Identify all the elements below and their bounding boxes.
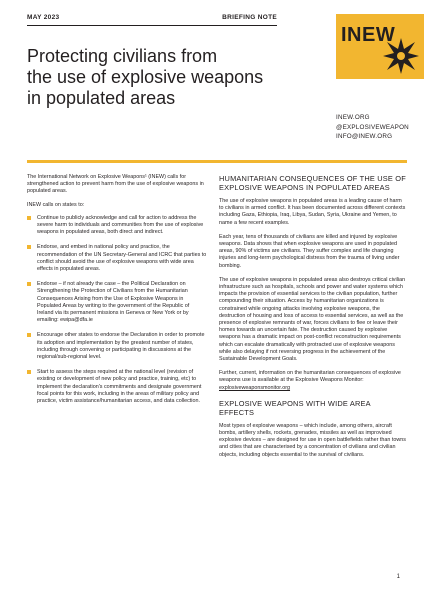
- bullet-icon: [27, 216, 31, 220]
- body-paragraph: [219, 370, 406, 392]
- inew-logo: [336, 14, 424, 79]
- title-line: the use of explosive weapons: [27, 67, 264, 87]
- list-item-text: Encourage other states to endorse the Declaration in order to promote its adoption and implementation by the greatest number of states, including through convening or participating in discussions at the regional/sub-regional level.: [37, 332, 205, 361]
- page-title: [27, 46, 307, 109]
- logo-text: INEW: [341, 24, 396, 46]
- bullet-icon: [27, 370, 31, 374]
- list-item: [27, 215, 207, 237]
- page-number: 1: [396, 574, 400, 580]
- title-line: in populated areas: [27, 88, 176, 108]
- email-link[interactable]: INFO@INEW.ORG: [336, 133, 393, 140]
- list-item-text: Endorse – if not already the case – the Political Declaration on Strengthening the Protection of Civilians from the Humanitarian Consequences Arising from the Use of Explosive Weapons in Populated Areas by writing to the government of the Republic of Ireland via its permanent missions in Geneva or New York or by emailing: ewipa@dfa.ie: [37, 281, 190, 324]
- list-item: [27, 332, 207, 361]
- header-divider: [27, 25, 277, 26]
- section-heading-wide-area: EXPLOSIVE WEAPONS WITH WIDE AREA EFFECTS: [219, 398, 371, 417]
- body-paragraph: Most types of explosive weapons – which include, among others, aircraft bombs, artillery shells, rockets, grenades, missiles as well as improvised explosive devices – are designed for use in open battlefields rather than towns and cities that are characterised by a concentration of civilians and civilian objects, including objects essential to the survival of civilians.: [219, 422, 406, 458]
- document-type: BRIEFING NOTE: [222, 14, 277, 21]
- monitor-link[interactable]: explosiveweaponsmonitor.org: [219, 384, 291, 391]
- calls-list: [27, 215, 207, 405]
- list-item-text: Start to assess the steps required at the national level (revision of existing or development of new policy and practice, training, etc) to implement the declaration's commitments and designate government focal points for this work, including in the areas of military policy and practice, victim assistance/humanitarian access, and data collection.: [37, 369, 202, 405]
- body-paragraph: The use of explosive weapons in populated areas also destroys critical civilian infrastructure such as hospitals, schools and power and water systems which impacts the provision of essential services to the civilian population, further compounding their situation. Access by humanitarian organizations is constrained while ongoing attacks involving explosive weapons, the destruction of housing and loss of access to essential services, as well as the presence of explosive remnants of war, forces civilians to flee or leave their homes towards an uncertain fate. The destruction caused by explosive weapons has a dramatic impact on post-conflict reconstruction requirements which can escalate dramatically with protracted use of explosive weapons while also delaying if not reversing progress in the achievement of the Sustainable Development Goals.: [219, 276, 406, 363]
- intro-paragraph: The International Network on Explosive Weapons¹ (INEW) calls for strengthened action to prevent harm from the use of explosive weapons in populated areas.: [27, 174, 204, 195]
- list-item: [27, 281, 207, 324]
- body-paragraph: The use of explosive weapons in populated areas is a leading cause of harm to civilians in armed conflict. It has been documented across different contexts including Gaza, Ethiopia, Iraq, Libya, Sudan, Syria, Ukraine and Yemen, to name a few recent examples.: [219, 198, 406, 226]
- section-heading-consequences: HUMANITARIAN CONSEQUENCES OF THE USE OF EXPLOSIVE WEAPONS IN POPULATED AREAS: [219, 174, 406, 192]
- document-date: MAY 2023: [27, 14, 60, 21]
- contact-block: [336, 113, 409, 142]
- bullet-icon: [27, 245, 31, 249]
- list-item: [27, 369, 207, 405]
- left-column: [27, 174, 207, 413]
- list-item: [27, 244, 207, 273]
- bullet-icon: [27, 282, 31, 286]
- further-info-text: Further, current, information on the humanitarian consequences of explosive weapons use is available at the Explosive Weapons Monitor:: [219, 370, 401, 384]
- calls-intro: INEW calls on states to:: [27, 201, 85, 208]
- body-paragraph: Each year, tens of thousands of civilians are killed and injured by explosive weapons. Data shows that when explosive weapons are used in populated areas, 90% of victims are civilians. They suffer complex and life changing injuries and long-term psychological distress from the trauma of living under bombing.: [219, 233, 400, 269]
- list-item-text: Continue to publicly acknowledge and call for action to address the severe harm to individuals and communities from the use of explosive weapons in populated areas, both direct and indirect.: [37, 214, 204, 236]
- right-column: [219, 174, 406, 466]
- website-link[interactable]: INEW.ORG: [336, 114, 370, 121]
- title-line: Protecting civilians from: [27, 46, 218, 66]
- accent-divider: [27, 160, 407, 163]
- explosion-burst-icon: [382, 36, 420, 76]
- bullet-icon: [27, 333, 31, 337]
- twitter-handle[interactable]: @EXPLOSIVEWEAPON: [336, 123, 409, 131]
- list-item-text: Endorse, and embed in national policy and practice, the recommendation of the UN Secretary-General and ICRC that parties to conflict should avoid the use of explosive weapons with wide area effects in populated areas.: [37, 244, 207, 273]
